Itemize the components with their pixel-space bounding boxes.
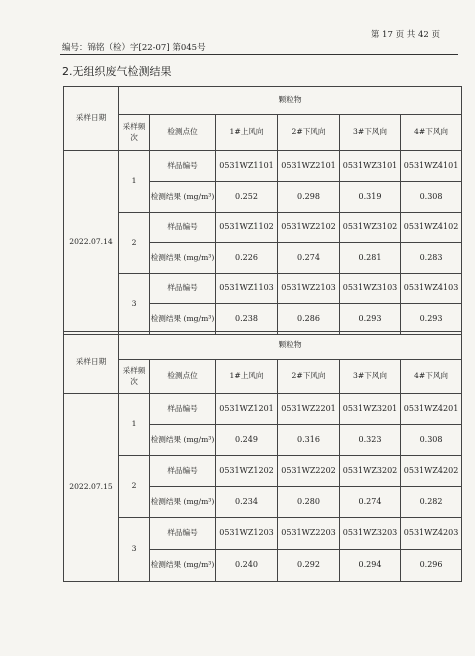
result-cell: 0.234: [216, 487, 278, 518]
sample-no-cell: 0531WZ2102: [278, 213, 340, 243]
result-cell: 0.298: [278, 182, 340, 213]
result-cell: 0.308: [401, 425, 462, 456]
point-header: 检测点位: [150, 115, 216, 151]
result-label: 检测结果 (mg/m³): [150, 304, 216, 335]
result-cell: 0.286: [278, 304, 340, 335]
sample-no-cell: 0531WZ1103: [216, 274, 278, 304]
freq-cell: 1: [119, 151, 150, 213]
sampling-date-header: 采样日期: [64, 332, 119, 394]
sample-no-label: 样品编号: [150, 394, 216, 425]
point-4-header: 4#下风向: [401, 360, 462, 394]
result-label: 检测结果 (mg/m³): [150, 487, 216, 518]
sample-no-cell: 0531WZ1201: [216, 394, 278, 425]
freq-header: 采样频次: [119, 115, 150, 151]
result-cell: 0.294: [340, 550, 401, 582]
sampling-date-header: 采样日期: [64, 87, 119, 151]
result-cell: 0.308: [401, 182, 462, 213]
sample-no-cell: 0531WZ4101: [401, 151, 462, 182]
result-cell: 0.319: [340, 182, 401, 213]
freq-cell: 2: [119, 213, 150, 274]
sample-no-cell: 0531WZ3203: [340, 518, 401, 550]
result-cell: 0.293: [340, 304, 401, 335]
point-3-header: 3#下风向: [340, 115, 401, 151]
sample-no-cell: 0531WZ2203: [278, 518, 340, 550]
sample-no-cell: 0531WZ4102: [401, 213, 462, 243]
sample-no-label: 样品编号: [150, 151, 216, 182]
sample-no-cell: 0531WZ3102: [340, 213, 401, 243]
point-1-header: 1#上风向: [216, 115, 278, 151]
freq-cell: 1: [119, 394, 150, 456]
freq-cell: 3: [119, 518, 150, 582]
sample-no-cell: 0531WZ1202: [216, 456, 278, 487]
result-cell: 0.282: [401, 487, 462, 518]
pollutant-header: 颗粒物: [119, 332, 462, 360]
sample-no-cell: 0531WZ1203: [216, 518, 278, 550]
sample-no-cell: 0531WZ3202: [340, 456, 401, 487]
result-label: 检测结果 (mg/m³): [150, 243, 216, 274]
point-header: 检测点位: [150, 360, 216, 394]
result-cell: 0.238: [216, 304, 278, 335]
section-title: 2.无组织废气检测结果: [62, 65, 172, 78]
result-cell: 0.293: [401, 304, 462, 335]
report-number: 编号：锦铭（检）字[22-07] 第045号: [62, 43, 206, 53]
result-cell: 0.283: [401, 243, 462, 274]
results-table-2: [63, 331, 462, 582]
sample-no-label: 样品编号: [150, 518, 216, 550]
result-cell: 0.249: [216, 425, 278, 456]
page-number: 第 17 页 共 42 页: [370, 30, 440, 40]
result-cell: 0.252: [216, 182, 278, 213]
result-cell: 0.274: [278, 243, 340, 274]
sample-no-cell: 0531WZ1101: [216, 151, 278, 182]
point-4-header: 4#下风向: [401, 115, 462, 151]
result-label: 检测结果 (mg/m³): [150, 550, 216, 582]
freq-cell: 3: [119, 274, 150, 335]
sample-no-cell: 0531WZ2201: [278, 394, 340, 425]
sample-no-cell: 0531WZ4103: [401, 274, 462, 304]
sample-no-cell: 0531WZ4202: [401, 456, 462, 487]
freq-header: 采样频次: [119, 360, 150, 394]
result-cell: 0.292: [278, 550, 340, 582]
sample-no-label: 样品编号: [150, 274, 216, 304]
sampling-date-cell: 2022.07.15: [64, 394, 119, 582]
sample-no-cell: 0531WZ4201: [401, 394, 462, 425]
sampling-date-cell: 2022.07.14: [64, 151, 119, 335]
point-3-header: 3#下风向: [340, 360, 401, 394]
sample-no-cell: 0531WZ3201: [340, 394, 401, 425]
sample-no-cell: 0531WZ2101: [278, 151, 340, 182]
sample-no-label: 样品编号: [150, 213, 216, 243]
result-cell: 0.316: [278, 425, 340, 456]
point-2-header: 2#下风向: [278, 115, 340, 151]
point-1-header: 1#上风向: [216, 360, 278, 394]
point-2-header: 2#下风向: [278, 360, 340, 394]
result-cell: 0.274: [340, 487, 401, 518]
header-rule: [60, 54, 458, 55]
sample-no-cell: 0531WZ2202: [278, 456, 340, 487]
result-cell: 0.323: [340, 425, 401, 456]
result-cell: 0.280: [278, 487, 340, 518]
sample-no-cell: 0531WZ3101: [340, 151, 401, 182]
sample-no-cell: 0531WZ4203: [401, 518, 462, 550]
sample-no-cell: 0531WZ1102: [216, 213, 278, 243]
pollutant-header: 颗粒物: [119, 87, 462, 115]
result-cell: 0.226: [216, 243, 278, 274]
result-cell: 0.296: [401, 550, 462, 582]
result-label: 检测结果 (mg/m³): [150, 425, 216, 456]
sample-no-label: 样品编号: [150, 456, 216, 487]
result-cell: 0.281: [340, 243, 401, 274]
sample-no-cell: 0531WZ2103: [278, 274, 340, 304]
result-cell: 0.240: [216, 550, 278, 582]
result-label: 检测结果 (mg/m³): [150, 182, 216, 213]
freq-cell: 2: [119, 456, 150, 518]
sample-no-cell: 0531WZ3103: [340, 274, 401, 304]
results-table-1: [63, 86, 462, 335]
